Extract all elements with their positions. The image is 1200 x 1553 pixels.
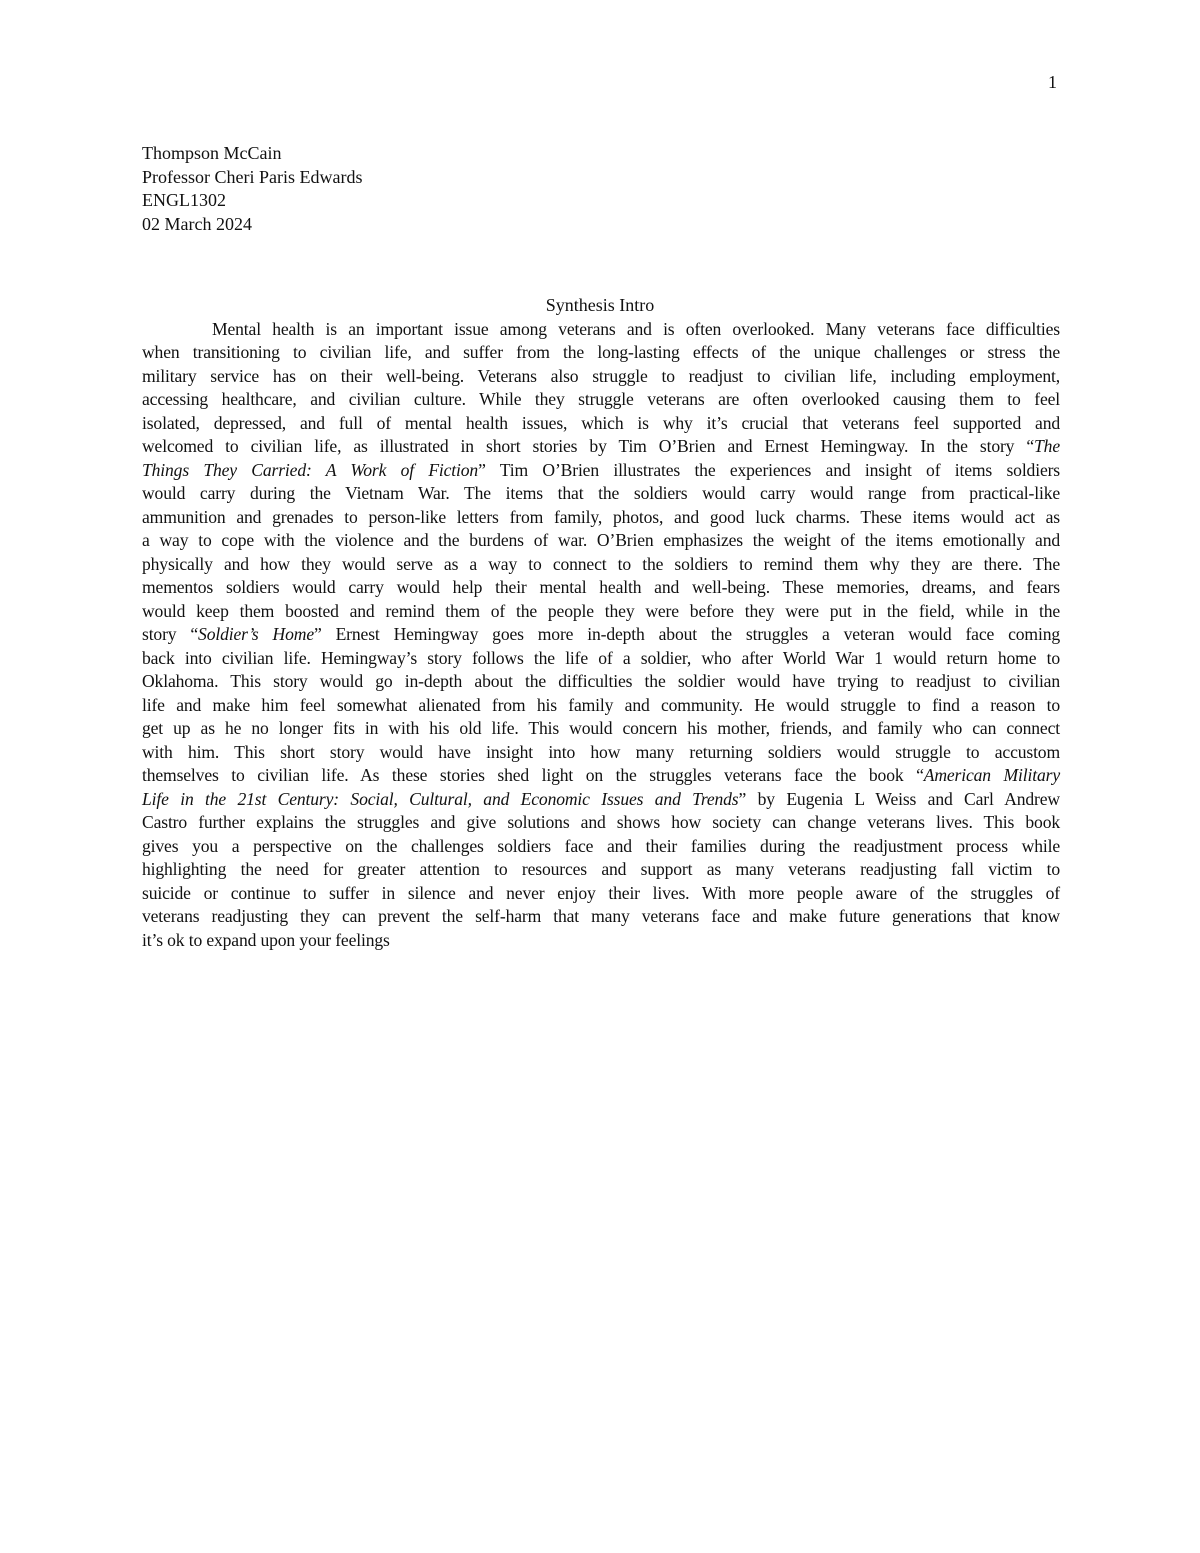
line-text: gives you a perspective on the challenges soldiers face and their families during the readjustment process while [142, 835, 1060, 856]
line-text: would keep them boosted and remind them of the people they were before they were put in the field, while in the [142, 600, 1060, 621]
line-text: would carry during the Vietnam War. The items that the soldiers would carry would range from practical-like [142, 483, 1060, 503]
italic-title-text: Soldier’s Home [198, 624, 314, 644]
paragraph-line [142, 365, 1060, 389]
line-text: get up as he no longer fits in with his old life. This would concern his mother, friends, and family who can connect [142, 718, 1060, 738]
paragraph-line [142, 388, 1060, 412]
page-number: 1 [1048, 72, 1057, 92]
paragraph-line [142, 623, 1060, 647]
paragraph-line [142, 670, 1060, 694]
line-text: veterans readjusting they can prevent the self-harm that many veterans face and make future generations that know [142, 906, 1060, 926]
paragraph-line [142, 858, 1060, 882]
line-text: a way to cope with the violence and the burdens of war. O’Brien emphasizes the weight of the items emotionally and [142, 530, 1060, 550]
italic-title-text: Life in the 21st Century: Social, Cultural, and Economic Issues and Trends [142, 788, 739, 809]
line-text: isolated, depressed, and full of mental health issues, which is why it’s crucial that veterans feel supported and [142, 412, 1060, 433]
paragraph-line [142, 435, 1060, 459]
paragraph-line [142, 647, 1060, 671]
paragraph-line [142, 576, 1060, 600]
line-text: themselves to civilian life. As these stories shed light on the struggles veterans face the book “ [142, 765, 924, 785]
paragraph-line [142, 717, 1060, 741]
document-date: 02 March 2024 [142, 213, 252, 234]
line-text: Castro further explains the struggles and give solutions and shows how society can change veterans lives. This book [142, 812, 1060, 832]
paragraph-line [142, 412, 1060, 436]
paragraph-line [142, 318, 1060, 342]
italic-title-text: American Military [923, 765, 1060, 785]
line-text: Mental health is an important issue among veterans and is often overlooked. Many veterans face difficulties [212, 318, 1060, 339]
line-text: suicide or continue to suffer in silence and never enjoy their lives. With more people aware of the struggles of [142, 882, 1060, 903]
author-name: Thompson McCain [142, 143, 282, 163]
paragraph-line [142, 553, 1060, 577]
paragraph-line [142, 835, 1060, 859]
line-text: with him. This short story would have insight into how many returning soldiers would struggle to accustom [142, 741, 1060, 762]
line-text: military service has on their well-being. Veterans also struggle to readjust to civilian life, including employment, [142, 365, 1060, 386]
paragraph-line [142, 882, 1060, 906]
paragraph-line [142, 788, 1060, 812]
line-text: story “ [142, 624, 199, 644]
paragraph-line [142, 341, 1060, 365]
line-text: highlighting the need for greater attention to resources and support as many veterans readjusting fall victim to [142, 859, 1060, 879]
paragraph-line [142, 929, 1060, 953]
line-text: mementos soldiers would carry would help their mental health and well-being. These memories, dreams, and fears [142, 577, 1060, 597]
line-text: physically and how they would serve as a way to connect to the soldiers to remind them why they are there. The [142, 553, 1060, 574]
italic-title-text: The [1034, 436, 1060, 456]
paragraph-line [142, 459, 1060, 483]
line-text: ” Tim O’Brien illustrates the experiences and insight of items soldiers [478, 459, 1061, 480]
paragraph-line [142, 529, 1060, 553]
paragraph-line [142, 694, 1060, 718]
paragraph-line [142, 811, 1060, 835]
paragraph-line [142, 600, 1060, 624]
line-text: ” Ernest Hemingway goes more in-depth about the struggles a veteran would face coming [313, 624, 1060, 644]
line-text: Oklahoma. This story would go in-depth about the difficulties the soldier would have trying to readjust to civilian [142, 671, 1060, 691]
paragraph-line [142, 741, 1060, 765]
line-text: it’s ok to expand upon your feelings [142, 929, 390, 950]
paragraph-line [142, 764, 1060, 788]
line-text: ammunition and grenades to person-like letters from family, photos, and good luck charms. These items would act as [142, 506, 1060, 527]
paragraph-line [142, 482, 1060, 506]
course-code: ENGL1302 [142, 190, 226, 210]
italic-title-text: Things They Carried: A Work of Fiction [142, 459, 479, 480]
line-text: back into civilian life. Hemingway’s story follows the life of a soldier, who after World War 1 would return home to [142, 647, 1060, 668]
body-paragraph [142, 318, 1060, 953]
document-title: Synthesis Intro [545, 295, 655, 315]
mla-header [142, 142, 1062, 236]
line-text: welcomed to civilian life, as illustrated in short stories by Tim O’Brien and Ernest Hemingway. In the story “ [142, 436, 1035, 456]
line-text: ” by Eugenia L Weiss and Carl Andrew [738, 788, 1060, 809]
line-text: life and make him feel somewhat alienated from his family and community. He would struggle to find a reason to [142, 694, 1060, 715]
professor-name: Professor Cheri Paris Edwards [142, 166, 363, 187]
paragraph-line [142, 905, 1060, 929]
line-text: accessing healthcare, and civilian culture. While they struggle veterans are often overlooked causing them to feel [142, 389, 1060, 409]
paragraph-line [142, 506, 1060, 530]
line-text: when transitioning to civilian life, and suffer from the long-lasting effects of the unique challenges or stress the [142, 342, 1060, 362]
